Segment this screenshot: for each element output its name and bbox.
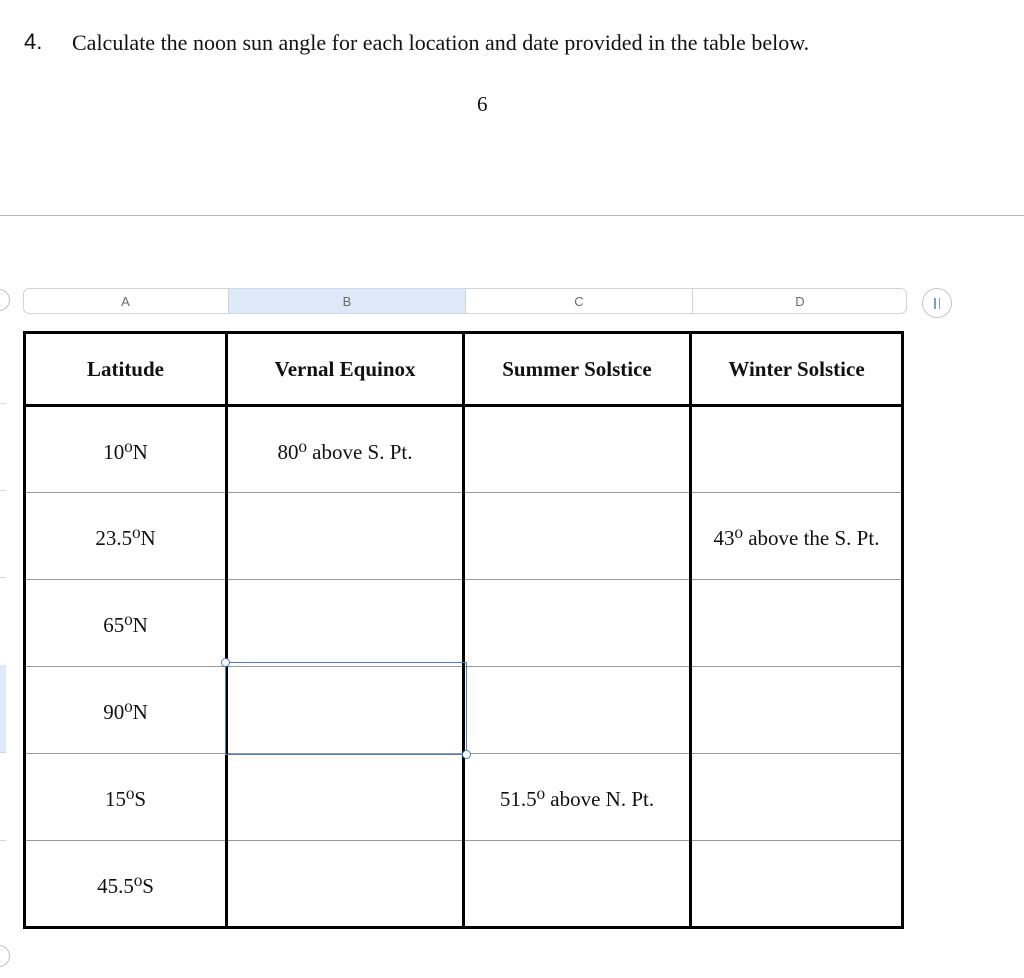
row-gutter-divider [0, 840, 6, 841]
cell-summer-solstice[interactable] [464, 406, 691, 493]
header-winter-solstice[interactable]: Winter Solstice [691, 333, 903, 406]
cell-vernal-equinox[interactable] [227, 667, 464, 754]
row-gutter-divider [0, 752, 6, 753]
page-divider [0, 215, 1024, 216]
cell-winter-solstice[interactable]: 43⁰ above the S. Pt. [691, 493, 903, 580]
column-header-d[interactable]: D [692, 288, 907, 314]
sun-angle-table [23, 331, 904, 929]
table-row [25, 406, 903, 493]
cell-vernal-equinox[interactable] [227, 493, 464, 580]
table-row [25, 754, 903, 841]
question-text: Calculate the noon sun angle for each location and date provided in the table below. [72, 30, 810, 55]
cell-latitude[interactable]: 15⁰S [25, 754, 227, 841]
table-row [25, 493, 903, 580]
row-gutter-divider [0, 490, 6, 491]
cell-summer-solstice[interactable] [464, 493, 691, 580]
column-header-c[interactable]: C [465, 288, 692, 314]
pause-icon-bar [939, 298, 941, 309]
cell-summer-solstice[interactable] [464, 667, 691, 754]
row-gutter [0, 332, 6, 930]
cell-latitude[interactable]: 23.5⁰N [25, 493, 227, 580]
table-row [25, 841, 903, 928]
cell-winter-solstice[interactable] [691, 406, 903, 493]
table-row [25, 667, 903, 754]
cell-vernal-equinox[interactable]: 80⁰ above S. Pt. [227, 406, 464, 493]
header-vernal-equinox[interactable]: Vernal Equinox [227, 333, 464, 406]
cell-summer-solstice[interactable] [464, 841, 691, 928]
table-row [25, 580, 903, 667]
add-column-button[interactable] [922, 288, 952, 318]
column-header-b[interactable]: B [228, 288, 465, 314]
header-summer-solstice[interactable]: Summer Solstice [464, 333, 691, 406]
cell-winter-solstice[interactable] [691, 667, 903, 754]
cell-vernal-equinox[interactable] [227, 580, 464, 667]
cell-vernal-equinox[interactable] [227, 754, 464, 841]
cell-vernal-equinox[interactable] [227, 841, 464, 928]
header-row [25, 333, 903, 406]
cell-winter-solstice[interactable] [691, 580, 903, 667]
row-gutter-selected[interactable] [0, 665, 6, 752]
question-number: 4. [24, 29, 43, 54]
cell-summer-solstice[interactable] [464, 580, 691, 667]
cell-latitude[interactable]: 65⁰N [25, 580, 227, 667]
cell-latitude[interactable]: 45.5⁰S [25, 841, 227, 928]
row-gutter-divider [0, 577, 6, 578]
cell-latitude[interactable]: 90⁰N [25, 667, 227, 754]
column-header-a[interactable]: A [121, 293, 130, 309]
row-gutter-divider [0, 403, 6, 404]
add-row-control-top[interactable] [0, 289, 10, 311]
pause-icon [934, 298, 936, 309]
cell-winter-solstice[interactable] [691, 754, 903, 841]
cell-summer-solstice[interactable]: 51.5⁰ above N. Pt. [464, 754, 691, 841]
cell-winter-solstice[interactable] [691, 841, 903, 928]
add-row-control-bottom[interactable] [0, 945, 10, 967]
page-number: 6 [477, 92, 488, 116]
header-latitude[interactable]: Latitude [25, 333, 227, 406]
cell-latitude[interactable]: 10⁰N [25, 406, 227, 493]
